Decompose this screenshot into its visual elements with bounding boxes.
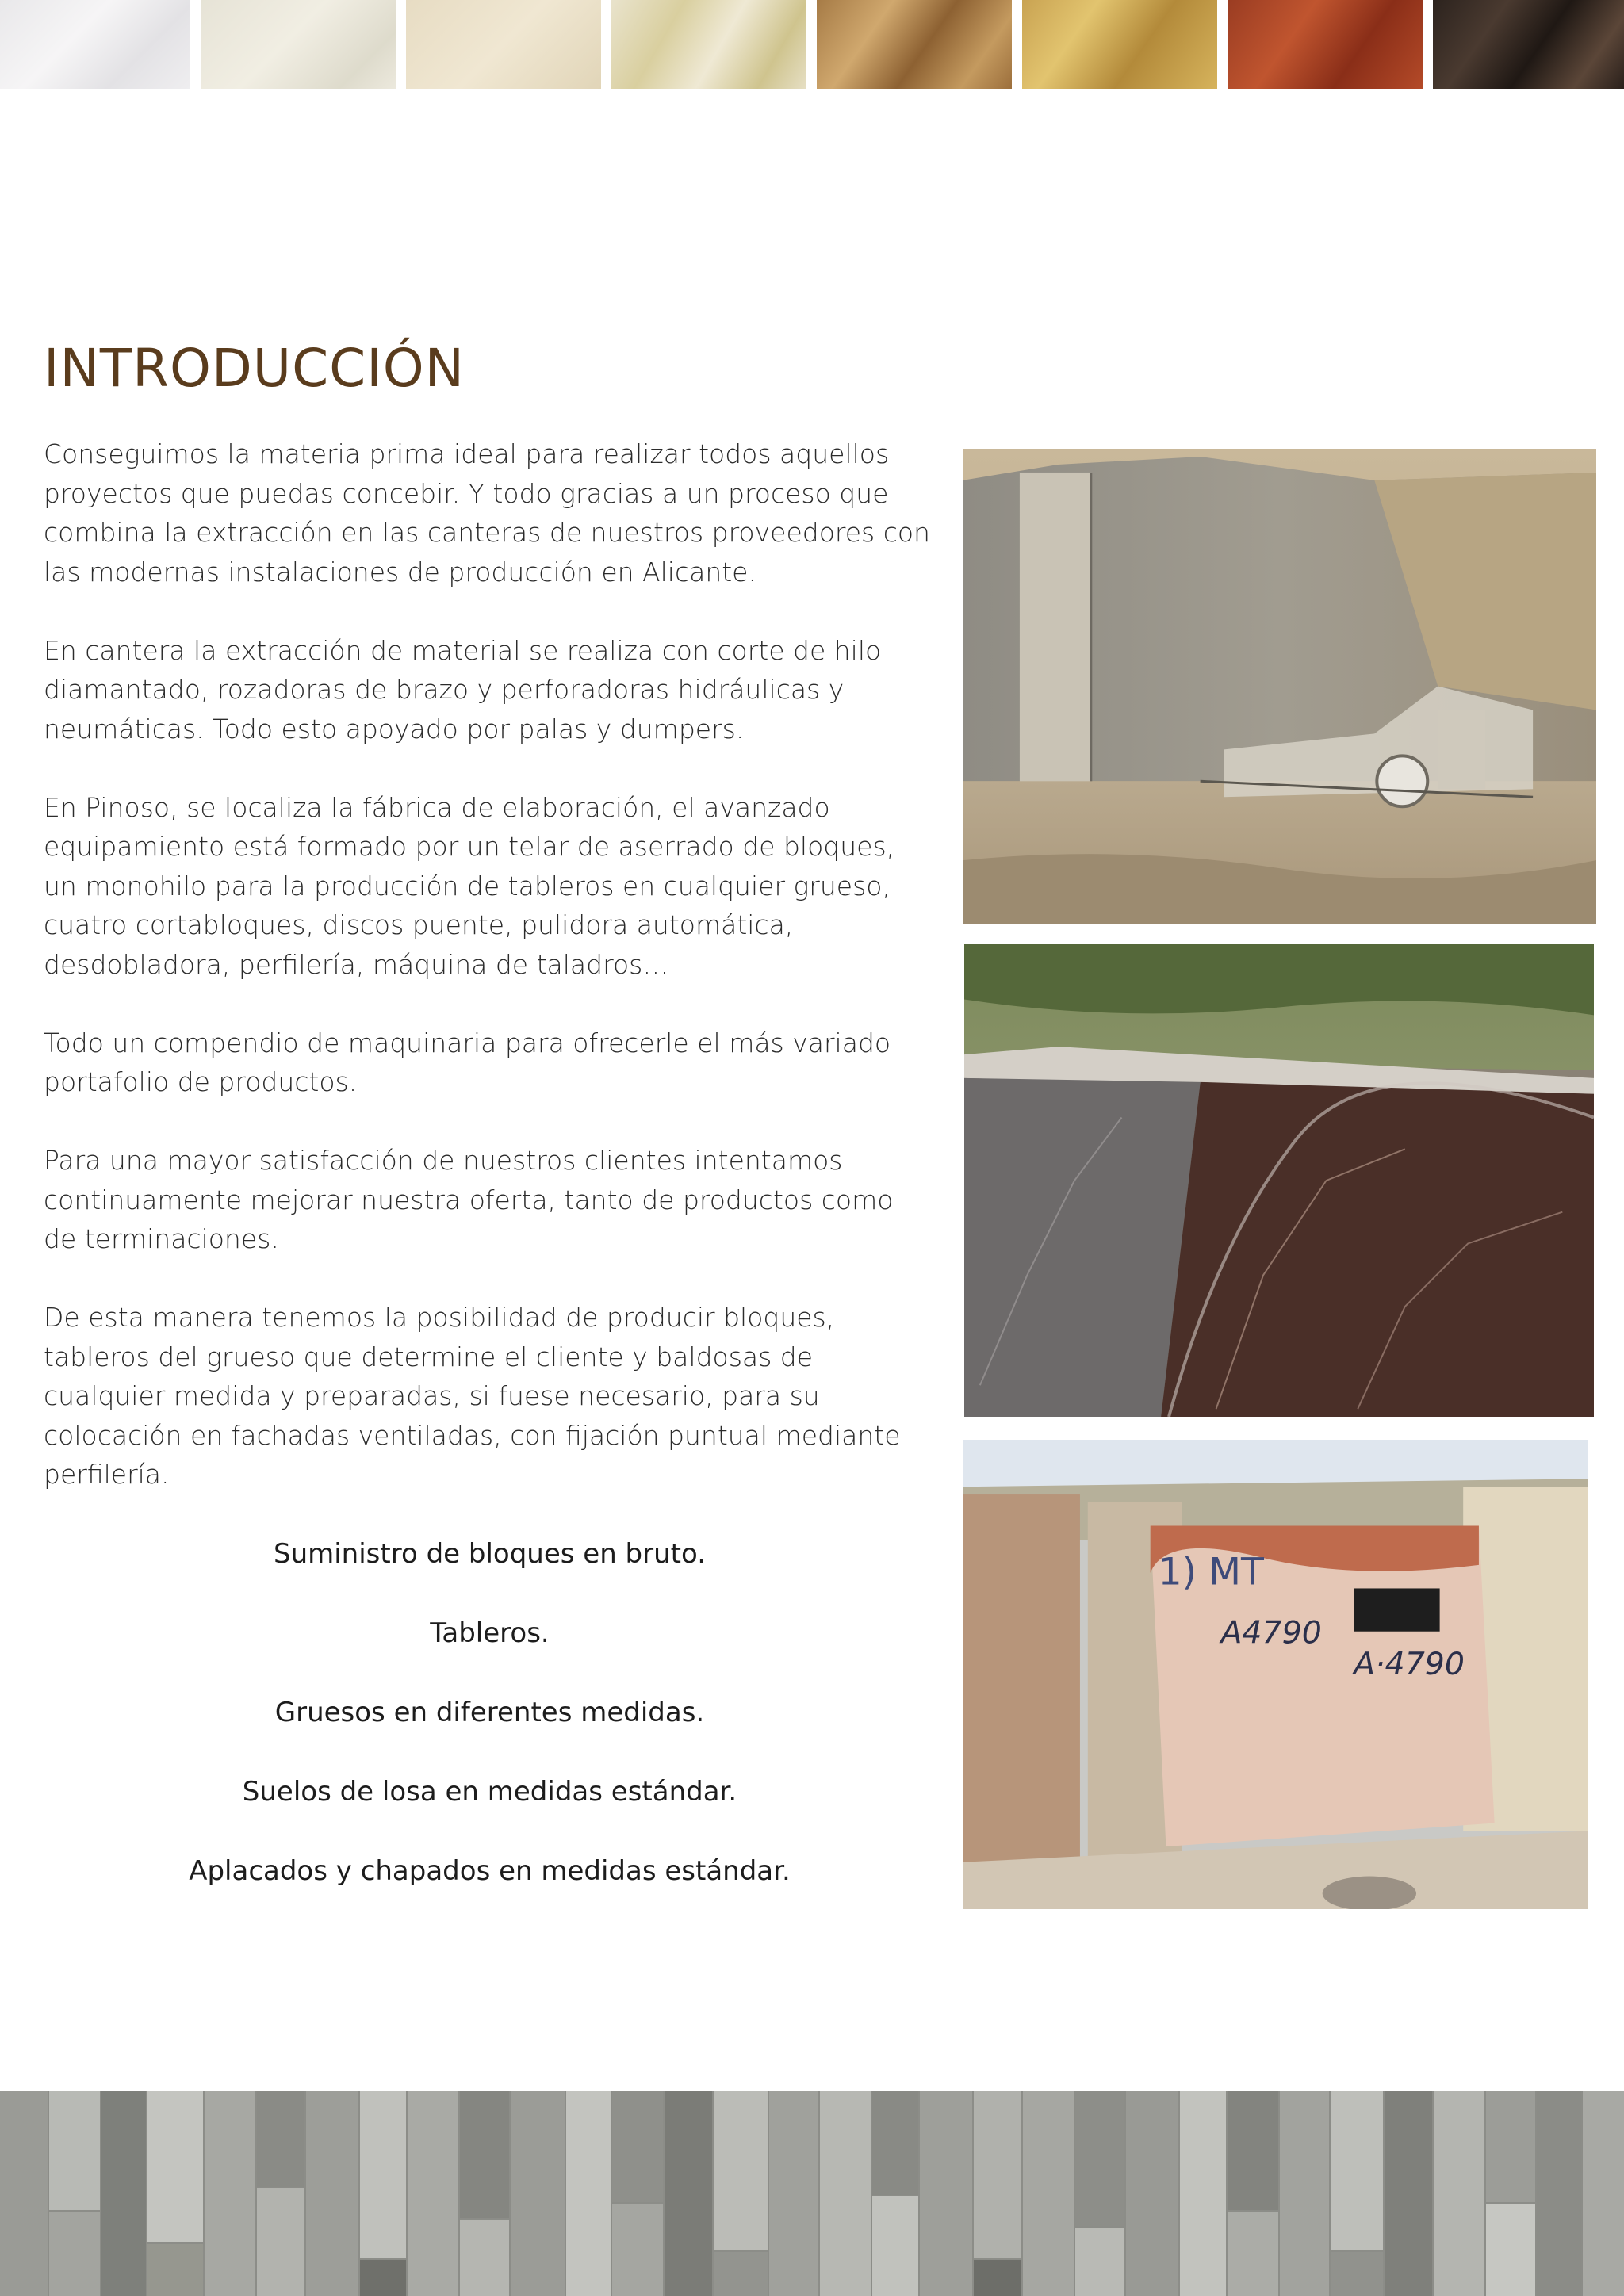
marble-swatch-white [0, 0, 190, 89]
paragraph-6: De esta manera tenemos la posibilidad de producir bloques, tableros del grueso que determine el cliente y baldosas de cualquier medida y preparadas, si fuese necesario, para su colocación en fachadas ventiladas, con fijación puntual mediante perfilería. [44, 1302, 901, 1490]
intro-body [44, 434, 932, 1533]
marble-swatch-brown-veined [817, 0, 1012, 89]
offerings-list [44, 1534, 936, 1931]
stone-cladding-strip [0, 2091, 1624, 2296]
page-title: INTRODUCCIÓN [44, 338, 465, 399]
block-marking-1: 1) MT [1158, 1550, 1264, 1594]
marble-swatch-cream-light [201, 0, 396, 89]
paragraph-2: En cantera la extracción de material se realiza con corte de hilo diamantado, rozadoras de brazo y perforadoras hidráulicas y neumáticas. Todo esto apoyado por palas y dumpers. [44, 634, 882, 744]
marble-swatch-veined-cream [611, 0, 806, 89]
marble-swatch-gold [1022, 0, 1217, 89]
marked-blocks-photo [963, 1440, 1588, 1909]
paragraph-3: En Pinoso, se localiza la fábrica de elaboración, el avanzado equipamiento está formado por un telar de aserrado de bloques, un monohilo para la producción de tableros en cualquier grueso, cuatro cortabloques, discos puente, pulidora automática, desdobladora, perfilería, máquina de taladros… [44, 791, 895, 980]
paragraph-1: Conseguimos la materia prima ideal para realizar todos aquellos proyectos que puedas concebir. Y todo gracias a un proceso que combina la extracción en las canteras de nuestros proveedores con las modernas instalaciones de producción en Alicante. [44, 438, 930, 587]
marble-swatch-red [1228, 0, 1423, 89]
marble-block-photo [964, 944, 1594, 1417]
offering-item: Tableros. [430, 1617, 550, 1649]
paragraph-5: Para una mayor satisfacción de nuestros clientes intentamos continuamente mejorar nuestra oferta, tanto de productos como de terminaciones. [44, 1145, 894, 1254]
block-marking-2: A4790 [1220, 1614, 1322, 1651]
offering-item: Suministro de bloques en bruto. [273, 1538, 706, 1570]
marble-swatch-cream [406, 0, 601, 89]
offering-item: Aplacados y chapados en medidas estándar. [189, 1855, 791, 1887]
marble-swatch-strip [0, 0, 1624, 89]
marble-swatch-dark-emperador [1433, 0, 1624, 89]
paragraph-4: Todo un compendio de maquinaria para ofrecerle el más variado portafolio de productos. [44, 1027, 891, 1097]
quarry-photo [963, 449, 1596, 924]
block-marking-3: A·4790 [1354, 1645, 1465, 1683]
offering-item: Gruesos en diferentes medidas. [274, 1697, 705, 1728]
offering-item: Suelos de losa en medidas estándar. [242, 1776, 737, 1808]
